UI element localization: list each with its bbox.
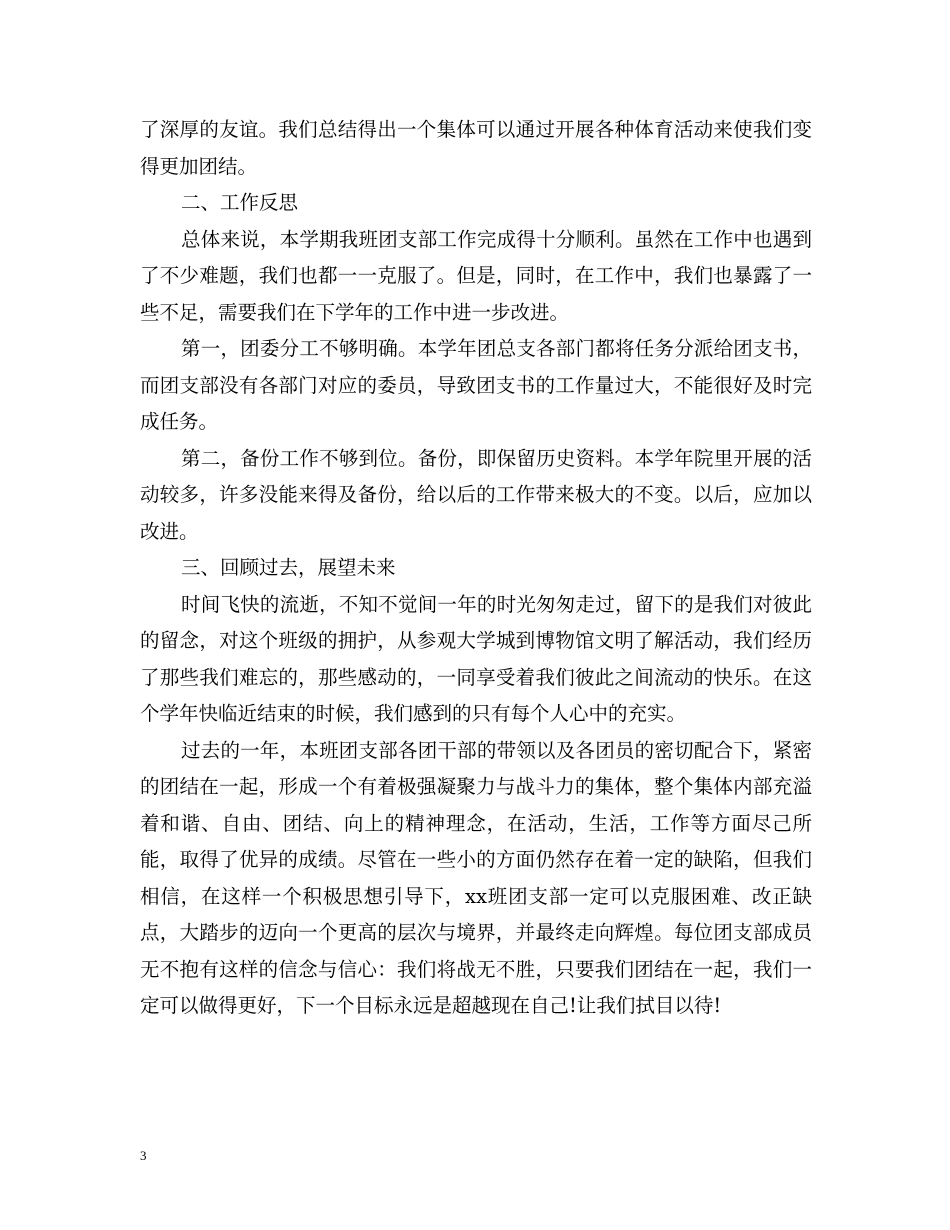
paragraph-past-year: 过去的一年，本班团支部各团干部的带领以及各团员的密切配合下，紧密的团结在一起，形成一个有着极强凝聚力与战斗力的集体，整个集体内部充溢着和谐、自由、团结、向上的精神理念，在活动，生活，工作等方面尽己所能，取得了优异的成绩。尽管在一些小的方面仍然存在着一定的缺陷，但我们相信，在这样一个积极思想引导下，xx班团支部一定可以克服困难、改正缺点，大踏步的迈向一个更高的层次与境界，并最终走向辉煌。每位团支部成员无不抱有这样的信念与信心：我们将战无不胜，只要我们团结在一起，我们一定可以做得更好，下一个目标永远是超越现在自己!让我们拭目以待! bbox=[140, 738, 812, 1017]
section-heading-work-reflection: 二、工作反思 bbox=[181, 191, 299, 214]
paragraph-point-one: 第一，团委分工不够明确。本学年团总支各部门都将任务分派给团支书，而团支部没有各部门对应的委员，导致团支书的工作量过大，不能很好及时完成任务。 bbox=[140, 337, 812, 433]
paragraph-overall-summary: 总体来说，本学期我班团支部工作完成得十分顺利。虽然在工作中也遇到了不少难题，我们也都一一克服了。但是，同时，在工作中，我们也暴露了一些不足，需要我们在下学年的工作中进一步改进。 bbox=[140, 227, 812, 324]
document-body bbox=[140, 112, 812, 1025]
paragraph-point-two: 第二，备份工作不够到位。备份，即保留历史资料。本学年院里开展的活动较多，许多没能来得及备份，给以后的工作带来极大的不变。以后，应加以改进。 bbox=[140, 446, 812, 543]
paragraph-time-passing: 时间飞快的流逝，不知不觉间一年的时光匆匆走过，留下的是我们对彼此的留念，对这个班级的拥护，从参观大学城到博物馆文明了解活动，我们经历了那些我们难忘的，那些感动的，一同享受着我们彼此之间流动的快乐。在这个学年快临近结束的时候，我们感到的只有每个人心中的充实。 bbox=[140, 592, 812, 725]
page-number: 3 bbox=[140, 1148, 147, 1163]
paragraph-continuation: 了深厚的友谊。我们总结得出一个集体可以通过开展各种体育活动来使我们变得更加团结。 bbox=[140, 118, 812, 178]
section-heading-review-outlook: 三、回顾过去，展望未来 bbox=[181, 556, 396, 579]
